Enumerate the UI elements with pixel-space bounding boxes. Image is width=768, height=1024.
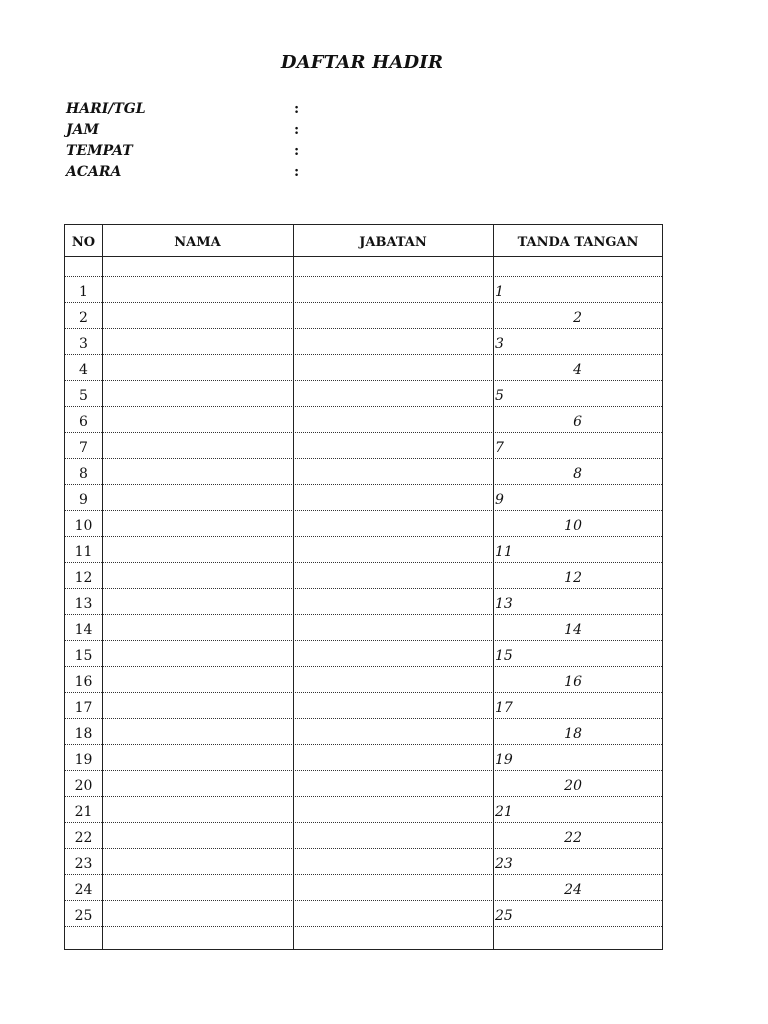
- row-number: 1: [79, 284, 88, 300]
- row-number: 16: [74, 674, 93, 690]
- signature-number: 3: [495, 336, 504, 352]
- row-number: 7: [79, 440, 88, 456]
- row-number: 18: [74, 726, 93, 742]
- table-row: [65, 407, 662, 433]
- row-number: 6: [79, 414, 88, 430]
- row-number: 2: [79, 310, 88, 326]
- signature-number: 4: [573, 362, 582, 378]
- table-row: [65, 459, 662, 485]
- table-row: [65, 849, 662, 875]
- signature-number: 23: [495, 856, 513, 872]
- signature-number: 25: [495, 908, 513, 924]
- table-header-row: [65, 225, 662, 257]
- table-row: [65, 303, 662, 329]
- row-number: 11: [74, 544, 93, 560]
- table-row: [65, 667, 662, 693]
- document-title: DAFTAR HADIR: [280, 52, 444, 73]
- row-number: 20: [74, 778, 93, 794]
- signature-number: 9: [495, 492, 504, 508]
- field-label: TEMPAT: [66, 143, 133, 159]
- signature-number: 17: [495, 700, 513, 716]
- row-number: 21: [74, 804, 93, 820]
- header-tanda-tangan: TANDA TANGAN: [517, 235, 639, 250]
- table-row-blank-bottom: [65, 925, 662, 949]
- table-row: [65, 433, 662, 459]
- row-number: 12: [74, 570, 93, 586]
- field-separator: :: [294, 101, 300, 117]
- signature-number: 8: [573, 466, 582, 482]
- table-row: [65, 745, 662, 771]
- row-number: 9: [79, 492, 88, 508]
- table-row: [65, 563, 662, 589]
- table-row: [65, 901, 662, 927]
- table-row: [65, 537, 662, 563]
- signature-number: 16: [564, 674, 582, 690]
- field-label: ACARA: [66, 164, 122, 180]
- row-number: 23: [74, 856, 93, 872]
- column-divider: [293, 225, 294, 949]
- signature-number: 2: [573, 310, 582, 326]
- row-number: 15: [74, 648, 93, 664]
- row-number: 8: [79, 466, 88, 482]
- row-number: 14: [74, 622, 93, 638]
- table-row: [65, 823, 662, 849]
- table-row: [65, 329, 662, 355]
- table-row: [65, 485, 662, 511]
- signature-number: 5: [495, 388, 504, 404]
- signature-number: 21: [495, 804, 513, 820]
- row-number: 3: [79, 336, 88, 352]
- row-number: 5: [79, 388, 88, 404]
- signature-number: 19: [495, 752, 513, 768]
- table-row: [65, 589, 662, 615]
- row-number: 4: [79, 362, 88, 378]
- row-number: 19: [74, 752, 93, 768]
- signature-number: 6: [573, 414, 582, 430]
- table-row: [65, 771, 662, 797]
- table-row-blank-top: [65, 256, 662, 277]
- field-separator: :: [294, 122, 300, 138]
- signature-number: 20: [564, 778, 582, 794]
- signature-number: 22: [564, 830, 582, 846]
- table-row: [65, 641, 662, 667]
- table-row: [65, 719, 662, 745]
- table-row: [65, 355, 662, 381]
- column-divider: [493, 225, 494, 949]
- attendance-table: [64, 224, 663, 950]
- signature-number: 14: [564, 622, 582, 638]
- row-number: 25: [74, 908, 93, 924]
- field-label: JAM: [66, 122, 99, 138]
- header-no: NO: [71, 235, 96, 250]
- signature-number: 24: [564, 882, 582, 898]
- row-number: 17: [74, 700, 93, 716]
- header-jabatan: JABATAN: [359, 235, 427, 250]
- table-row: [65, 277, 662, 303]
- signature-number: 13: [495, 596, 513, 612]
- table-row: [65, 615, 662, 641]
- header-nama: NAMA: [174, 235, 221, 250]
- table-row: [65, 381, 662, 407]
- field-label: HARI/TGL: [66, 101, 146, 117]
- signature-number: 18: [564, 726, 582, 742]
- table-row: [65, 511, 662, 537]
- row-number: 24: [74, 882, 93, 898]
- row-number: 13: [74, 596, 93, 612]
- signature-number: 7: [495, 440, 504, 456]
- field-separator: :: [294, 164, 300, 180]
- field-separator: :: [294, 143, 300, 159]
- row-number: 10: [74, 518, 93, 534]
- row-number: 22: [74, 830, 93, 846]
- signature-number: 10: [564, 518, 582, 534]
- table-row: [65, 875, 662, 901]
- table-row: [65, 797, 662, 823]
- column-divider: [102, 225, 103, 949]
- signature-number: 15: [495, 648, 513, 664]
- signature-number: 11: [495, 544, 513, 560]
- table-row: [65, 693, 662, 719]
- signature-number: 12: [564, 570, 582, 586]
- signature-number: 1: [495, 284, 504, 300]
